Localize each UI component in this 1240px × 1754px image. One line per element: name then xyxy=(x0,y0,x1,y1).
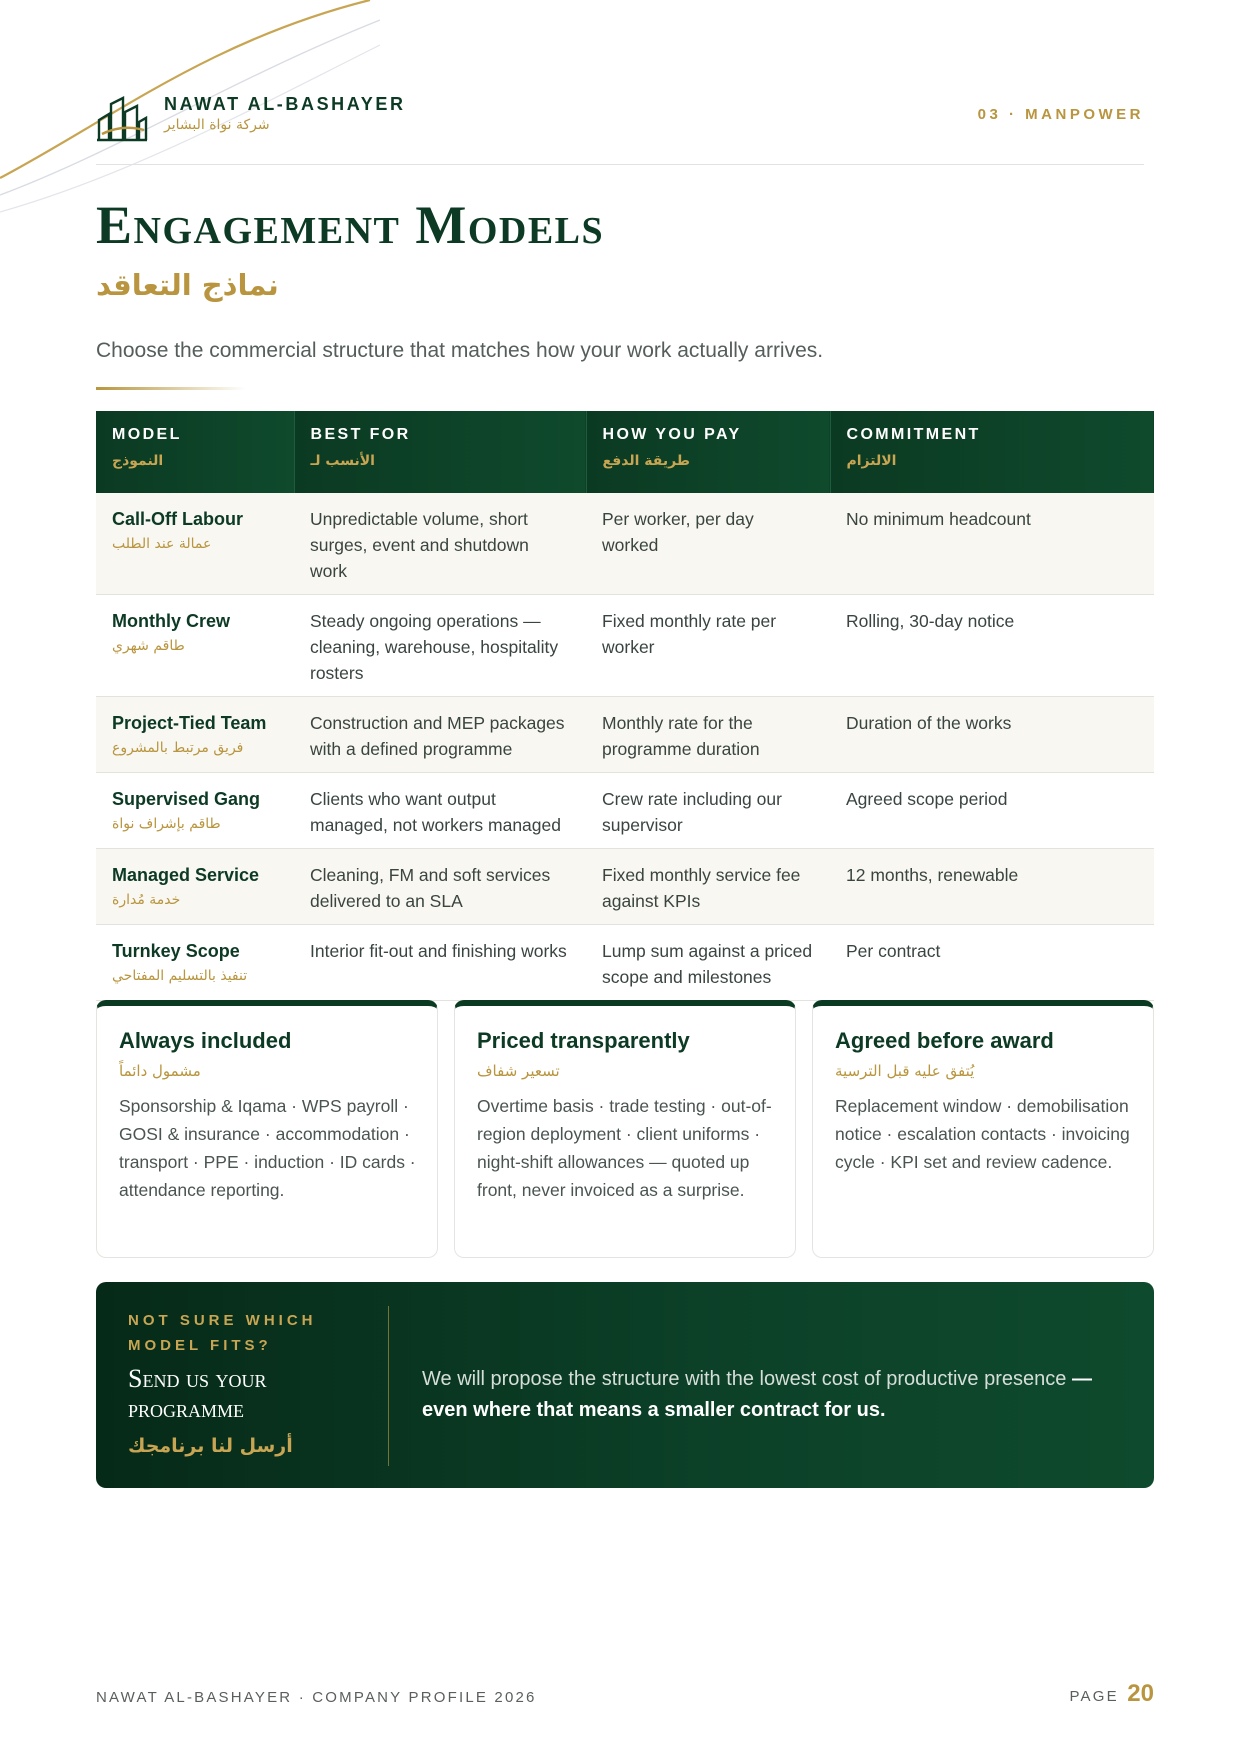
best-for-cell: Construction and MEP packages with a defined programme xyxy=(294,697,586,773)
header-how-you-pay: HOW YOU PAY طريقة الدفع xyxy=(586,411,830,493)
model-cell: Managed Service خدمة مُدارة xyxy=(96,849,294,925)
card-priced-transparently xyxy=(454,1000,796,1258)
pay-cell: Lump sum against a priced scope and milestones xyxy=(586,925,830,1001)
card-title-arabic: يُتفق عليه قبل الترسية xyxy=(835,1062,975,1080)
model-cell: Project-Tied Team فريق مرتبط بالمشروع xyxy=(96,697,294,773)
header-commitment: COMMITMENT الالتزام xyxy=(830,411,1154,493)
header-model: MODEL النموذج xyxy=(96,411,294,493)
model-cell: Turnkey Scope تنفيذ بالتسليم المفتاحي xyxy=(96,925,294,1001)
commitment-cell: Per contract xyxy=(830,925,1154,1001)
page-number-block xyxy=(1069,1680,1154,1708)
table-header-row xyxy=(96,411,1154,493)
section-tag: 03 · MANPOWER xyxy=(977,106,1144,123)
table-row xyxy=(96,697,1154,773)
card-body: Sponsorship & Iqama · WPS payroll · GOSI & insurance · accommodation · transport · PPE · induction · ID cards · attendance reporting. xyxy=(119,1096,416,1200)
best-for-cell: Unpredictable volume, short surges, event and shutdown work xyxy=(294,493,586,595)
model-cell: Call-Off Labour عمالة عند الطلب xyxy=(96,493,294,595)
brand-name-arabic: شركة نواة البشاير xyxy=(164,117,270,133)
brand-name: NAWAT AL-BASHAYER xyxy=(164,94,406,114)
page-number: 20 xyxy=(1127,1680,1154,1707)
info-cards xyxy=(96,1000,1154,1258)
cta-text-strong: — even where that means a smaller contract for us. xyxy=(422,1368,1092,1421)
table-row xyxy=(96,925,1154,1001)
footer-brand: NAWAT AL-BASHAYER · COMPANY PROFILE 2026 xyxy=(96,1689,537,1706)
cta-text xyxy=(422,1364,1122,1426)
cta-kicker: NOT SURE WHICH MODEL FITS? xyxy=(128,1312,317,1354)
card-body: Overtime basis · trade testing · out-of-region deployment · client uniforms · night-shift allowances — quoted up front, never invoiced as a surprise. xyxy=(477,1096,772,1200)
engagement-models-table xyxy=(96,411,1154,1001)
cta-banner xyxy=(96,1282,1154,1488)
gold-divider xyxy=(96,387,246,390)
cta-divider xyxy=(388,1306,389,1466)
pay-cell: Monthly rate for the programme duration xyxy=(586,697,830,773)
card-title-arabic: مشمول دائماً xyxy=(119,1062,201,1080)
pay-cell: Per worker, per day worked xyxy=(586,493,830,595)
commitment-cell: No minimum headcount xyxy=(830,493,1154,595)
card-title: Priced transparently xyxy=(477,1028,690,1053)
commitment-cell: Rolling, 30-day notice xyxy=(830,595,1154,697)
commitment-cell: Agreed scope period xyxy=(830,773,1154,849)
commitment-cell: 12 months, renewable xyxy=(830,849,1154,925)
model-cell: Monthly Crew طاقم شهري xyxy=(96,595,294,697)
pay-cell: Fixed monthly service fee against KPIs xyxy=(586,849,830,925)
model-cell: Supervised Gang طاقم بإشراف نواة xyxy=(96,773,294,849)
commitment-cell: Duration of the works xyxy=(830,697,1154,773)
card-title-arabic: تسعير شفاف xyxy=(477,1062,560,1080)
card-title: Always included xyxy=(119,1028,292,1053)
page-title-arabic: نماذج التعاقد xyxy=(96,268,279,302)
table-row xyxy=(96,493,1154,595)
building-logo-icon xyxy=(96,94,148,142)
card-title: Agreed before award xyxy=(835,1028,1054,1053)
page-subtitle: Choose the commercial structure that matches how your work actually arrives. xyxy=(96,339,824,362)
header-best-for: BEST FOR الأنسب لـ xyxy=(294,411,586,493)
card-body: Replacement window · demobilisation notice · escalation contacts · invoicing cycle · KPI set and review cadence. xyxy=(835,1096,1130,1172)
table-row xyxy=(96,595,1154,697)
page-title: Engagement Models xyxy=(96,195,605,255)
best-for-cell: Clients who want output managed, not workers managed xyxy=(294,773,586,849)
page-header xyxy=(96,90,1144,165)
table-row xyxy=(96,849,1154,925)
card-always-included xyxy=(96,1000,438,1258)
cta-title: Send us your programme xyxy=(128,1364,267,1423)
card-agreed-before-award xyxy=(812,1000,1154,1258)
table-row xyxy=(96,773,1154,849)
cta-text-main: We will propose the structure with the lowest cost of productive presence xyxy=(422,1368,1067,1390)
cta-title-arabic: أرسل لنا برنامجك xyxy=(128,1435,293,1457)
best-for-cell: Interior fit-out and finishing works xyxy=(294,925,586,1001)
pay-cell: Fixed monthly rate per worker xyxy=(586,595,830,697)
pay-cell: Crew rate including our supervisor xyxy=(586,773,830,849)
best-for-cell: Steady ongoing operations — cleaning, warehouse, hospitality rosters xyxy=(294,595,586,697)
page-label: PAGE xyxy=(1069,1688,1119,1705)
best-for-cell: Cleaning, FM and soft services delivered to an SLA xyxy=(294,849,586,925)
